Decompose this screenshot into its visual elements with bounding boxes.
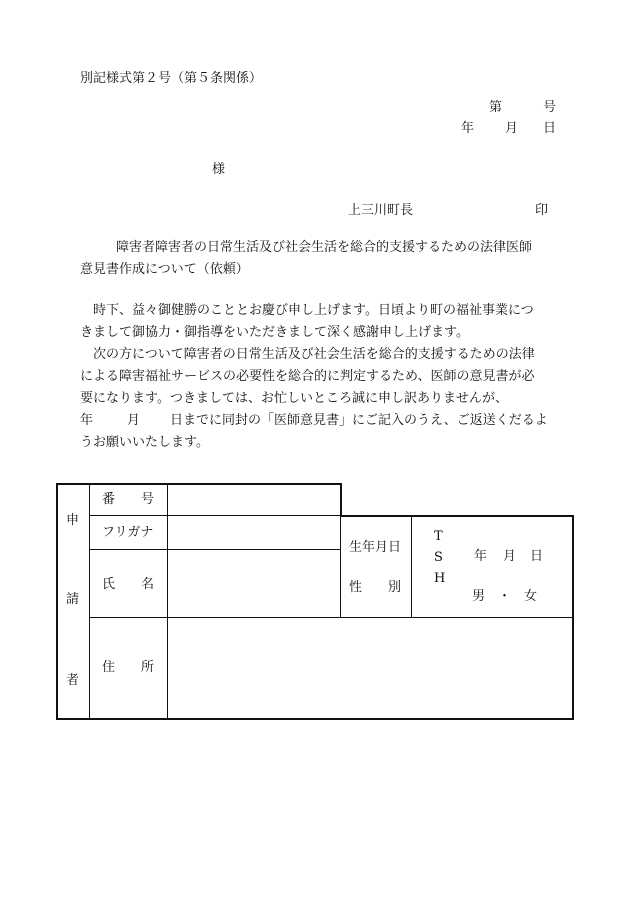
applicant-column-divider — [89, 484, 90, 719]
number-field[interactable] — [168, 485, 340, 515]
table-top-right-border — [340, 515, 574, 517]
address-label: 住 所 — [102, 660, 155, 675]
document-number-dai: 第 — [489, 100, 503, 115]
applicant-char: 請 — [66, 592, 80, 607]
number-label: 番 号 — [102, 492, 155, 507]
name-label: 氏 名 — [102, 577, 155, 592]
gender-label: 性 別 — [349, 580, 402, 595]
name-field[interactable] — [168, 550, 340, 617]
deadline-year: 年 — [80, 413, 94, 428]
body-line: 要になります。つきましては、お忙しいところ誠に申し訳ありませんが、 — [80, 391, 508, 406]
sender-name: 上三川町長 — [348, 203, 414, 218]
era-option-h: H — [434, 571, 446, 586]
deadline-month: 月 — [127, 413, 141, 428]
date-month: 月 — [505, 121, 519, 136]
furigana-label: フリガナ — [102, 525, 154, 540]
furigana-field[interactable] — [168, 516, 340, 549]
date-year: 年 — [461, 121, 475, 136]
table-bottom-border — [56, 718, 574, 720]
form-label: 別記様式第２号（第５条関係） — [80, 71, 263, 86]
table-number-right-border — [340, 483, 342, 517]
birth-month: 月 — [503, 549, 517, 564]
applicant-char: 申 — [66, 513, 80, 528]
birthdate-column-right-divider — [411, 516, 412, 618]
body-line: うお願いいたします。 — [80, 435, 209, 450]
birth-day: 日 — [530, 549, 544, 564]
table-left-border — [56, 483, 58, 720]
era-option-s: S — [434, 550, 443, 565]
applicant-char: 者 — [66, 673, 80, 688]
birthdate-column-left-divider — [340, 516, 341, 618]
gender-options: 男 ・ 女 — [472, 589, 538, 604]
address-field[interactable] — [168, 618, 572, 718]
birth-year: 年 — [474, 549, 488, 564]
body-line: 時下、益々御健勝のこととお慶び申し上げます。日頃より町の福祉事業につ — [93, 303, 534, 318]
date-day: 日 — [543, 121, 557, 136]
addressee-suffix: 様 — [212, 162, 226, 177]
era-option-t: T — [434, 529, 443, 544]
birthdate-label: 生年月日 — [349, 540, 402, 555]
body-line: きまして御協力・御指導をいただきまして深く感謝申し上げます。 — [80, 325, 469, 340]
body-line: による障害福祉サービスの必要性を総合的に判定するため、医師の意見書が必 — [80, 369, 535, 384]
body-line: 次の方について障害者の日常生活及び社会生活を総合的支援するための法律 — [93, 347, 535, 362]
seal-mark: 印 — [535, 203, 549, 218]
title-line: 意見書作成について（依頼） — [80, 262, 249, 277]
title-line: 障害者障害者の日常生活及び社会生活を総合的支援するための法律医師 — [116, 240, 533, 255]
document-number-go: 号 — [543, 100, 557, 115]
deadline-rest: 日までに同封の「医師意見書」にご記入のうえ、ご返送くだるよ — [170, 413, 548, 428]
